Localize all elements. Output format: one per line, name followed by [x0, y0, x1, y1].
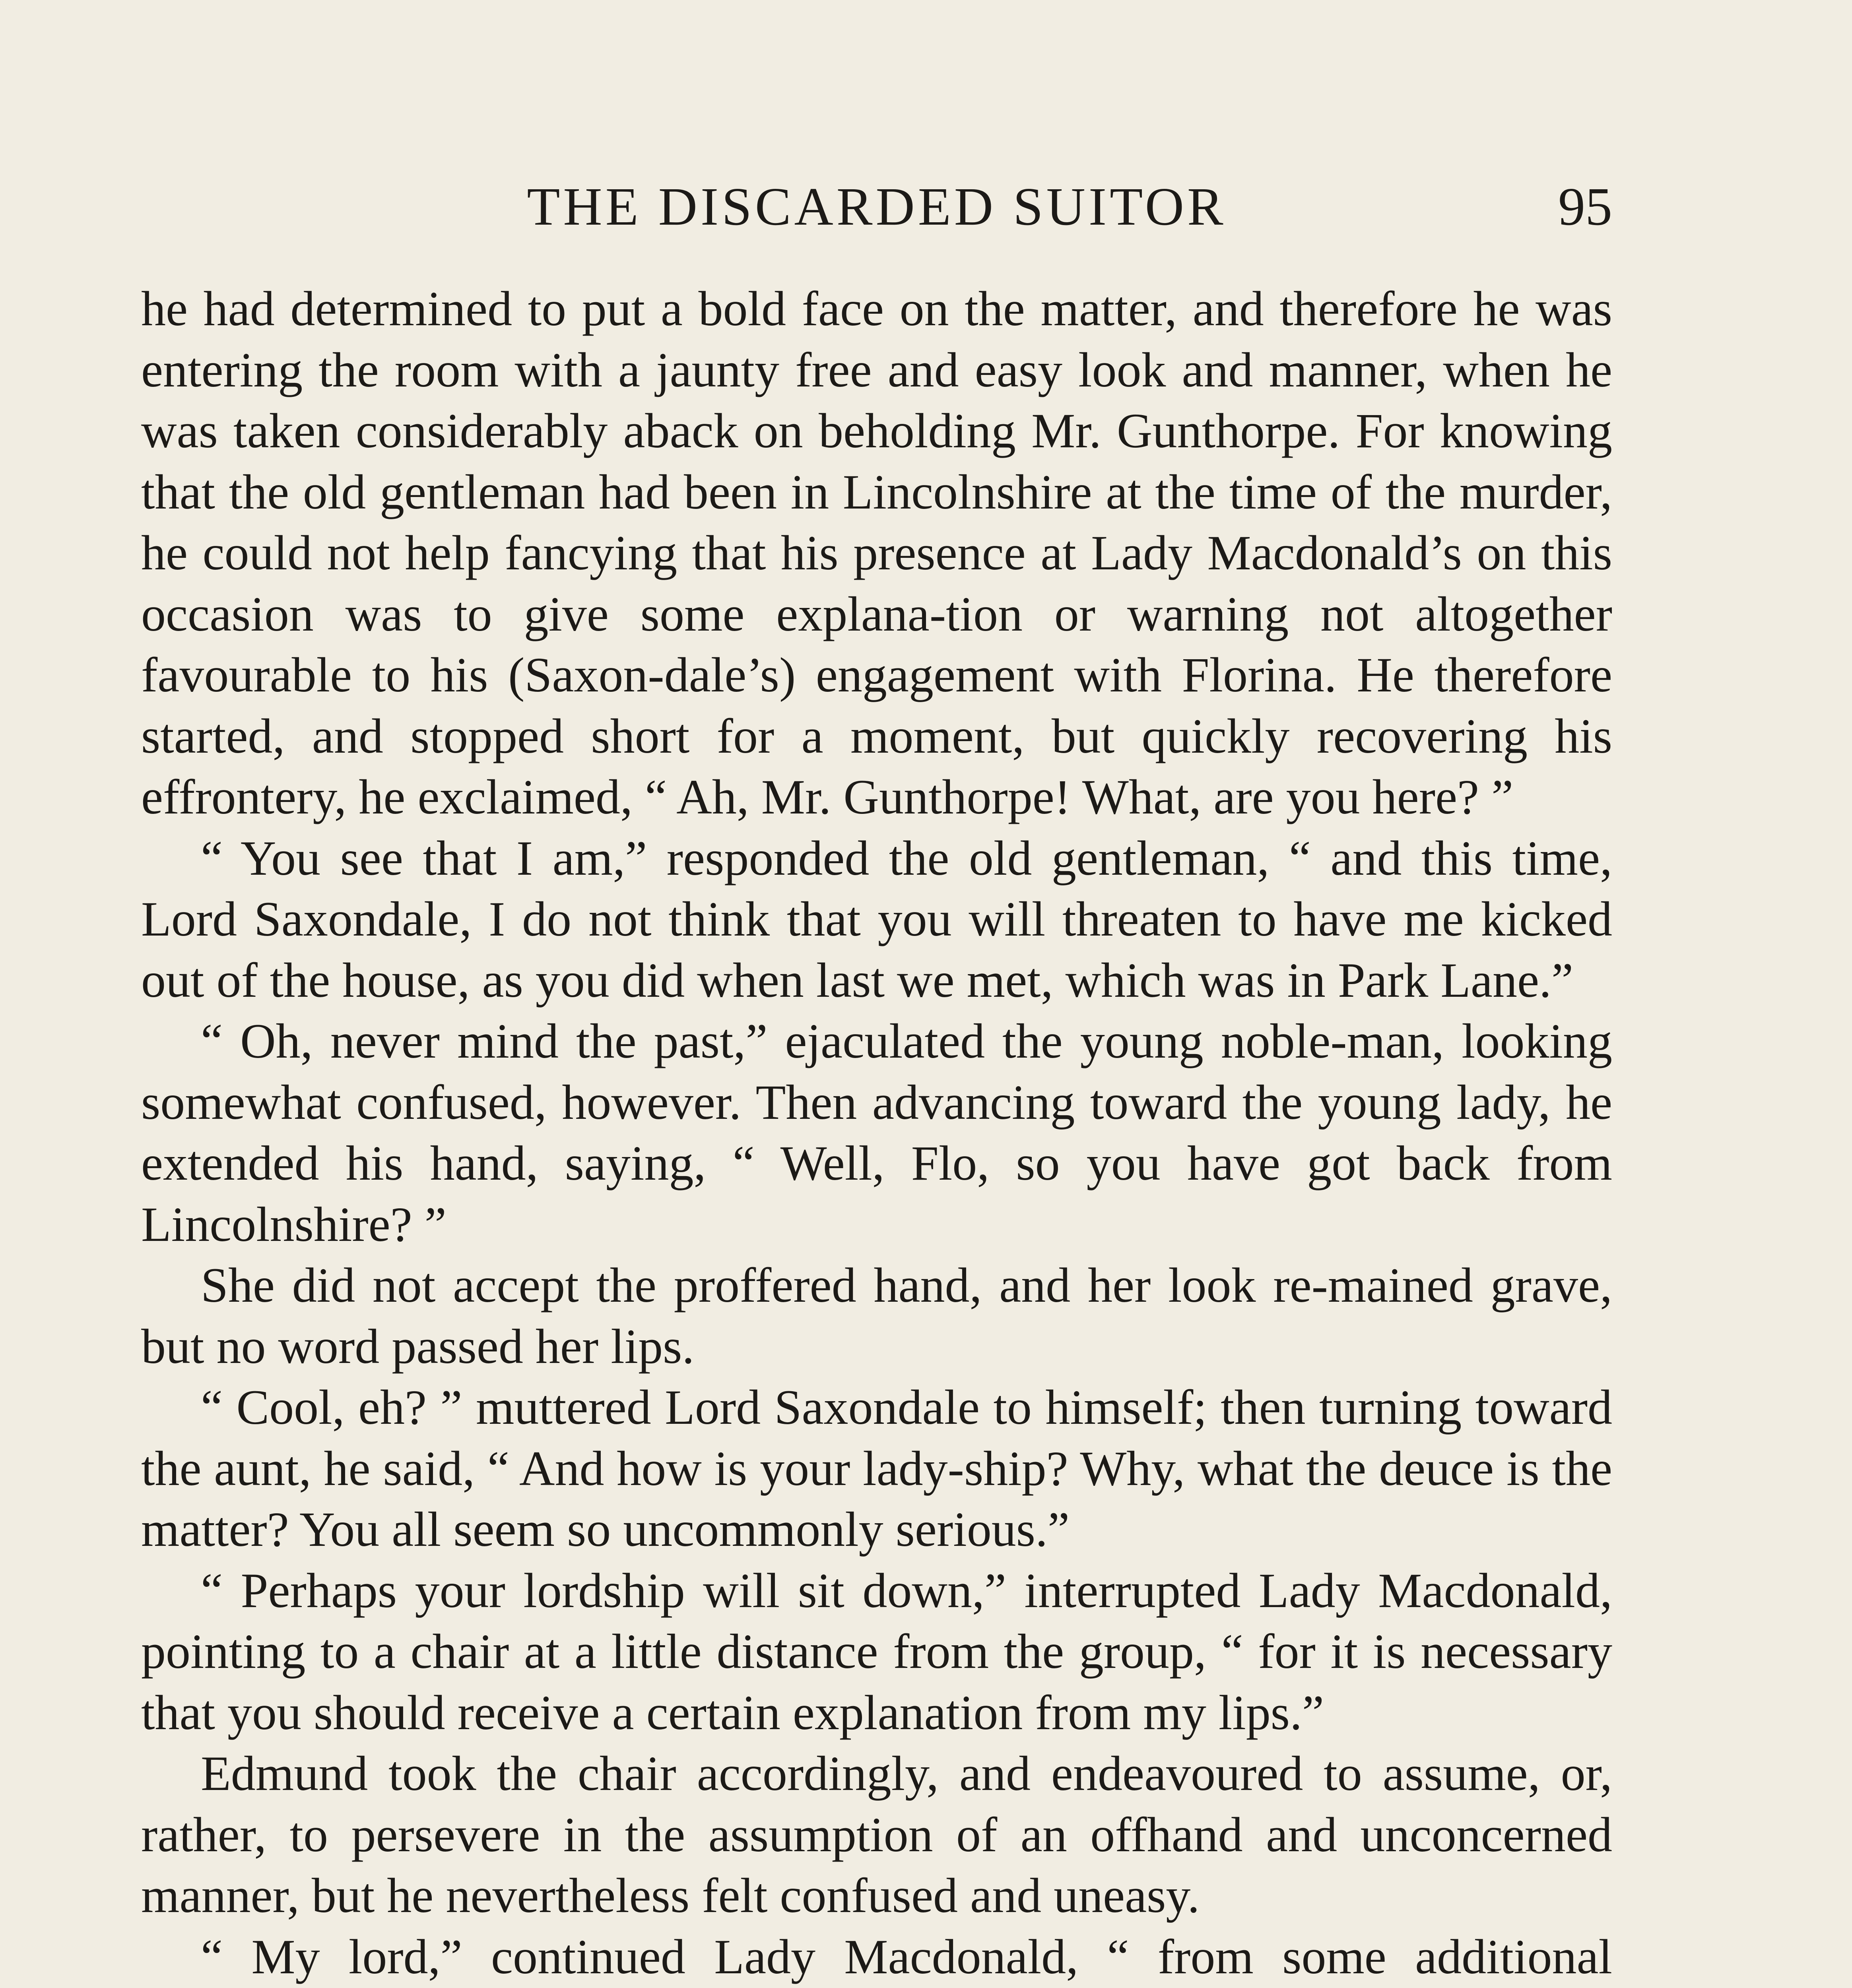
paragraph: “ Cool, eh? ” muttered Lord Saxondale to himself; then turning toward the aunt, he said, “ And how is your lady-ship? Why, what the deuce is the matter? You all seem so uncommonly serious.”: [141, 1380, 1612, 1557]
page-number: 95: [1558, 177, 1612, 237]
paragraph: “ Perhaps your lordship will sit down,” interrupted Lady Macdonald, pointing to a chair at a little distance from the group, “ for it is necessary that you should receive a certain explanation from my lips.”: [141, 1563, 1612, 1740]
paragraph: he had determined to put a bold face on the matter, and therefore he was entering the room with a jaunty free and easy look and manner, when he was taken considerably aback on beholding Mr. Gunthorpe. For knowing that the old gentleman had been in Lincolnshire at the time of the murder, he could not help fancying that his presence at Lady Macdonald’s on this occasion was to give some explana-tion or warning not altogether favourable to his (Saxon-dale’s) engagement with Florina. He therefore started, and stopped short for a moment, but quickly recovering his effrontery, he exclaimed, “ Ah, Mr. Gunthorpe! What, are you here? ”: [141, 282, 1612, 824]
paragraph: “ My lord,” continued Lady Macdonald, “ from some additional: [201, 1929, 1612, 1984]
paragraph: “ You see that I am,” responded the old gentleman, “ and this time, Lord Saxondale, I do not think that you will threaten to have me kicked out of the house, as you did when last we met, which was in Park Lane.”: [141, 831, 1612, 1008]
paragraph: She did not accept the proffered hand, and her look re-mained grave, but no word passed her lips.: [141, 1258, 1612, 1374]
paragraph: Edmund took the chair accordingly, and endeavoured to assume, or, rather, to persevere in the assumption of an offhand and unconcerned manner, but he nevertheless felt confused and uneasy.: [141, 1746, 1612, 1923]
body-text: [141, 278, 1612, 1988]
page-header: [141, 175, 1612, 239]
running-title: THE DISCARDED SUITOR: [527, 177, 1227, 237]
paragraph: “ Oh, never mind the past,” ejaculated the young noble-man, looking somewhat confused, however. Then advancing toward the young lady, he extended his hand, saying, “ Well, Flo, so you have got back from Lincolnshire? ”: [141, 1014, 1612, 1252]
